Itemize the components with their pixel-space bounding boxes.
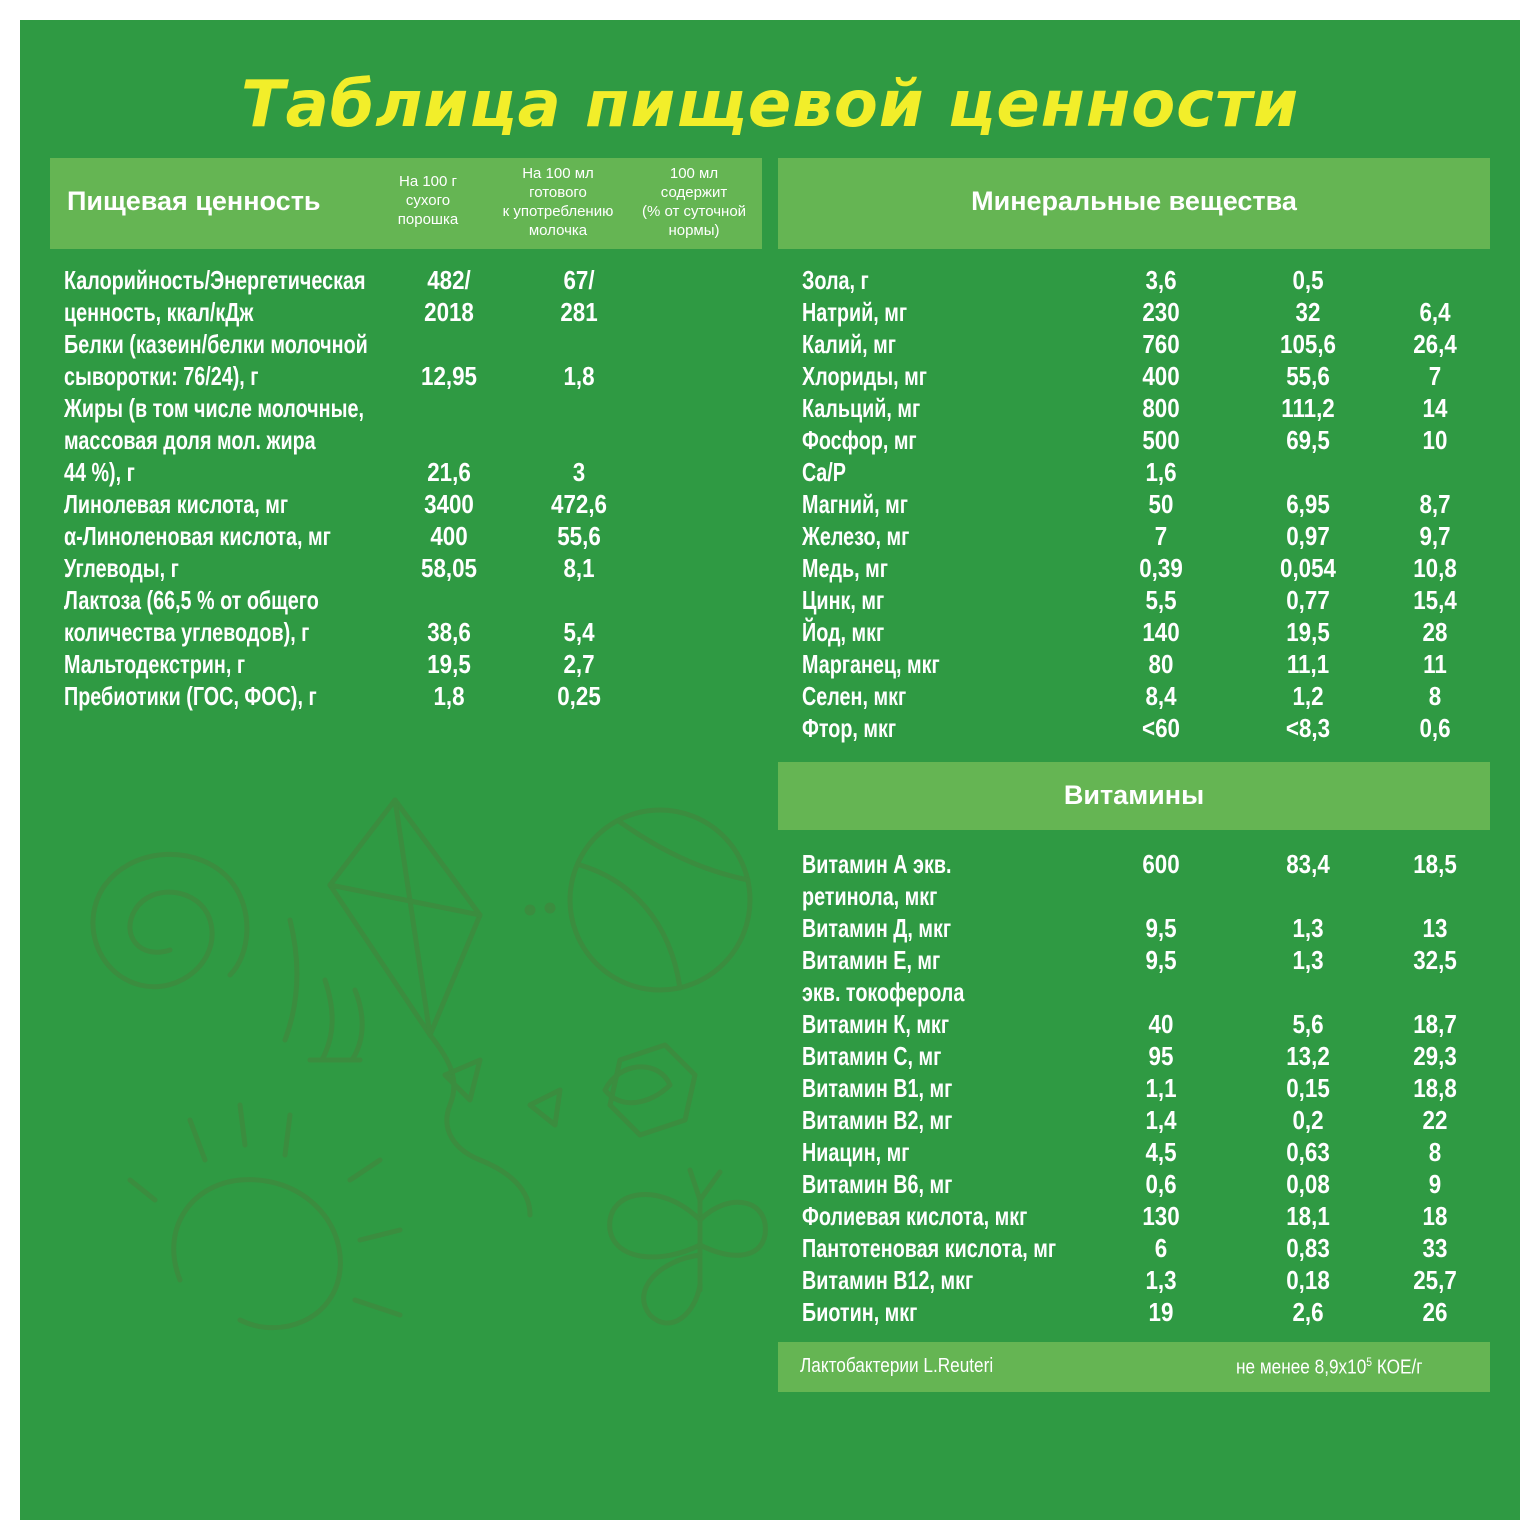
row-label: Линолевая кислота, мг (64, 489, 289, 519)
row-value-v3: 9,7 (1419, 521, 1451, 551)
minerals-header (778, 158, 1490, 249)
row-label: Углеводы, г (64, 553, 179, 583)
row-value-v1: 0,39 (1139, 553, 1183, 583)
vitamins-header-title: Витамины (1063, 780, 1205, 810)
row-value-v3: 8 (1428, 681, 1442, 711)
row-value-v1: 9,5 (1145, 913, 1177, 943)
row-value-v3: 29,3 (1413, 1041, 1457, 1071)
row-value-v1: 3,6 (1145, 265, 1177, 295)
row-value-v1: 1,8 (433, 681, 465, 711)
row-value-v3: 14 (1422, 393, 1448, 423)
row-label: Лактоза (66,5 % от общего (64, 585, 319, 615)
row-value-v2: 3 (572, 457, 586, 487)
bacteria-value: не менее $8,9x10^5$ КОЕ/г (1236, 1355, 1423, 1379)
row-value-v2: 13,2 (1286, 1041, 1330, 1071)
row-value-v1: 800 (1142, 393, 1180, 423)
row-value-v1: 1,3 (1145, 1265, 1177, 1295)
row-value-v2: 0,054 (1280, 553, 1336, 583)
grass-icon (285, 920, 362, 1060)
row-value-v2: 55,6 (1286, 361, 1330, 391)
row-label: массовая доля мол. жира (64, 425, 316, 455)
row-label: Жиры (в том числе молочные, (64, 393, 364, 423)
row-value-v3: 32,5 (1413, 945, 1457, 975)
row-value-v3: 0,6 (1419, 713, 1451, 743)
dots-icon (527, 905, 553, 913)
row-value-v1: 500 (1142, 425, 1180, 455)
row-value-v3: 15,4 (1413, 585, 1457, 615)
row-value-v2: 0,77 (1286, 585, 1330, 615)
row-value-v3: 26,4 (1413, 329, 1457, 359)
row-value-v2: 19,5 (1286, 617, 1330, 647)
row-value-v2: 1,8 (563, 361, 595, 391)
row-value-v1: 4,5 (1145, 1137, 1177, 1167)
row-value-v1: 1,1 (1145, 1073, 1177, 1103)
hexagon-icon (605, 1045, 695, 1135)
row-value-v1: 0,6 (1145, 1169, 1177, 1199)
row-value-v1: 19,5 (427, 649, 471, 679)
row-value-v3: 10 (1422, 425, 1448, 455)
row-value-v3: 8,7 (1419, 489, 1451, 519)
butterfly-icon (610, 1170, 766, 1323)
row-value-v2: 0,08 (1286, 1169, 1330, 1199)
row-value-v1: 2018 (424, 297, 474, 327)
row-value-v3: 18,5 (1413, 849, 1457, 879)
row-value-v3: 7 (1428, 361, 1442, 391)
row-label: Фтор, мкг (802, 713, 897, 743)
row-value-v1: 600 (1142, 849, 1180, 879)
row-value-v1: 7 (1154, 521, 1168, 551)
row-value-v2: 1,3 (1292, 913, 1324, 943)
row-label: Фосфор, мг (802, 425, 917, 455)
row-label: Селен, мкг (802, 681, 907, 711)
row-label: Витамин А экв. (802, 849, 952, 879)
kite-icon (330, 800, 560, 1215)
row-value-v1: 140 (1142, 617, 1180, 647)
vitamins-header (778, 762, 1490, 830)
row-value-v2: 0,97 (1286, 521, 1330, 551)
row-value-v2: 0,18 (1286, 1265, 1330, 1295)
row-value-v2: 67/ (563, 265, 595, 295)
row-label: Хлориды, мг (802, 361, 928, 391)
row-value-v3: 18 (1422, 1201, 1448, 1231)
row-value-v1: 19 (1148, 1297, 1174, 1327)
row-label: Фолиевая кислота, мкг (802, 1201, 1028, 1231)
row-label: α-Линоленовая кислота, мг (64, 521, 331, 551)
row-value-v3: 10,8 (1413, 553, 1457, 583)
row-value-v3: 22 (1422, 1105, 1448, 1135)
row-value-v3: 11 (1423, 649, 1447, 679)
row-value-v3: 9 (1428, 1169, 1442, 1199)
page-title: Таблица пищевой ценности (240, 68, 1300, 142)
row-value-v2: 2,7 (563, 649, 595, 679)
row-value-v1: 9,5 (1145, 945, 1177, 975)
row-value-v2: <8,3 (1285, 713, 1331, 743)
row-label: Ниацин, мг (802, 1137, 910, 1167)
row-label: Витамин Е, мг (802, 945, 941, 975)
row-label: количества углеводов), г (64, 617, 310, 647)
nutrition-header-title: Пищевая ценность (67, 186, 321, 216)
row-value-v2: 281 (560, 297, 598, 327)
row-label: Натрий, мг (802, 297, 908, 327)
row-label: экв. токоферола (802, 977, 965, 1007)
row-label: сыворотки: 76/24), г (64, 361, 259, 391)
row-value-v2: 6,95 (1286, 489, 1330, 519)
row-label: Витамин В12, мкг (802, 1265, 974, 1295)
row-value-v1: 6 (1154, 1233, 1168, 1263)
row-value-v3: 13 (1422, 913, 1448, 943)
row-label: ретинола, мкг (802, 881, 938, 911)
row-label: Пантотеновая кислота, мг (802, 1233, 1057, 1263)
row-value-v1: 760 (1142, 329, 1180, 359)
row-value-v1: 5,5 (1145, 585, 1177, 615)
row-value-v2: 83,4 (1286, 849, 1330, 879)
row-value-v2: 0,2 (1292, 1105, 1324, 1135)
row-value-v2: 0,63 (1286, 1137, 1330, 1167)
row-value-v1: 50 (1148, 489, 1174, 519)
row-value-v3: 33 (1422, 1233, 1448, 1263)
row-label: Витамин Д, мкг (802, 913, 952, 943)
row-value-v2: 0,83 (1286, 1233, 1330, 1263)
row-label: Калий, мг (802, 329, 896, 359)
row-label: Биотин, мкг (802, 1297, 918, 1327)
row-value-v1: 482/ (427, 265, 471, 295)
row-value-v2: 2,6 (1292, 1297, 1324, 1327)
row-value-v2: 1,3 (1292, 945, 1324, 975)
row-label: Кальций, мг (802, 393, 921, 423)
row-label: Магний, мг (802, 489, 908, 519)
row-label: 44 %), г (64, 457, 135, 487)
row-label: ценность, ккал/кДж (64, 297, 254, 327)
row-label: Железо, мг (802, 521, 910, 551)
row-label: Цинк, мг (802, 585, 885, 615)
row-label: Калорийность/Энергетическая (64, 265, 366, 295)
sun-icon (130, 1105, 400, 1328)
row-value-v1: 1,4 (1145, 1105, 1177, 1135)
nutrition-panel (20, 20, 1520, 1520)
row-label: Белки (казеин/белки молочной (64, 329, 368, 359)
row-value-v1: 58,05 (421, 553, 477, 583)
row-value-v1: 1,6 (1145, 457, 1177, 487)
row-label: Пребиотики (ГОС, ФОС), г (64, 681, 317, 711)
row-value-v3: 8 (1428, 1137, 1442, 1167)
row-value-v1: 8,4 (1145, 681, 1177, 711)
row-value-v1: <60 (1142, 713, 1180, 743)
row-label: Витамин В6, мг (802, 1169, 953, 1199)
row-value-v3: 6,4 (1419, 297, 1451, 327)
row-value-v2: 105,6 (1280, 329, 1336, 359)
row-label: Медь, мг (802, 553, 888, 583)
row-value-v2: 0,25 (557, 681, 601, 711)
row-value-v1: 21,6 (427, 457, 471, 487)
row-value-v1: 400 (1142, 361, 1180, 391)
row-label: Мальтодекстрин, г (64, 649, 246, 679)
bacteria-name: Лактобактерии L.Reuteri (800, 1355, 994, 1377)
row-value-v1: 400 (430, 521, 468, 551)
row-value-v1: 80 (1148, 649, 1174, 679)
row-label: Зола, г (802, 265, 869, 295)
nutrition-header (50, 158, 762, 249)
row-value-v3: 28 (1422, 617, 1448, 647)
row-label: Витамин В1, мг (802, 1073, 953, 1103)
row-value-v1: 130 (1142, 1201, 1180, 1231)
ball-icon (570, 810, 750, 990)
row-value-v2: 111,2 (1281, 393, 1335, 423)
row-value-v3: 26 (1422, 1297, 1448, 1327)
bacteria-row (778, 1342, 1490, 1392)
row-value-v3: 18,8 (1413, 1073, 1457, 1103)
spiral-icon (93, 854, 247, 986)
row-value-v1: 38,6 (427, 617, 471, 647)
decorative-doodles (60, 760, 780, 1380)
row-value-v2: 0,5 (1292, 265, 1324, 295)
column-header-ready: На 100 мл готового к употреблению молочка (502, 165, 614, 239)
column-header-dry: На 100 г сухого порошка (397, 173, 459, 228)
row-value-v2: 69,5 (1286, 425, 1330, 455)
row-label: Йод, мкг (802, 617, 885, 647)
row-label: Витамин С, мг (802, 1041, 942, 1071)
row-value-v2: 5,6 (1292, 1009, 1324, 1039)
row-value-v1: 95 (1148, 1041, 1174, 1071)
row-value-v3: 25,7 (1413, 1265, 1457, 1295)
row-value-v2: 32 (1295, 297, 1321, 327)
row-value-v2: 11,1 (1286, 649, 1330, 679)
row-value-v2: 8,1 (563, 553, 595, 583)
row-value-v1: 40 (1148, 1009, 1174, 1039)
row-value-v2: 55,6 (557, 521, 601, 551)
row-value-v1: 3400 (424, 489, 474, 519)
row-label: Ca/P (802, 457, 846, 487)
row-value-v2: 0,15 (1286, 1073, 1330, 1103)
row-value-v2: 18,1 (1286, 1201, 1330, 1231)
row-label: Витамин В2, мг (802, 1105, 953, 1135)
row-value-v1: 230 (1142, 297, 1180, 327)
row-value-v2: 1,2 (1292, 681, 1324, 711)
row-value-v2: 472,6 (551, 489, 607, 519)
minerals-header-title: Минеральные вещества (971, 186, 1297, 216)
row-value-v1: 12,95 (421, 361, 477, 391)
row-label: Марганец, мкг (802, 649, 940, 679)
row-label: Витамин К, мкг (802, 1009, 950, 1039)
row-value-v2: 5,4 (563, 617, 595, 647)
column-header-daily: 100 мл содержит (% от суточной нормы) (641, 165, 747, 239)
row-value-v3: 18,7 (1413, 1009, 1457, 1039)
